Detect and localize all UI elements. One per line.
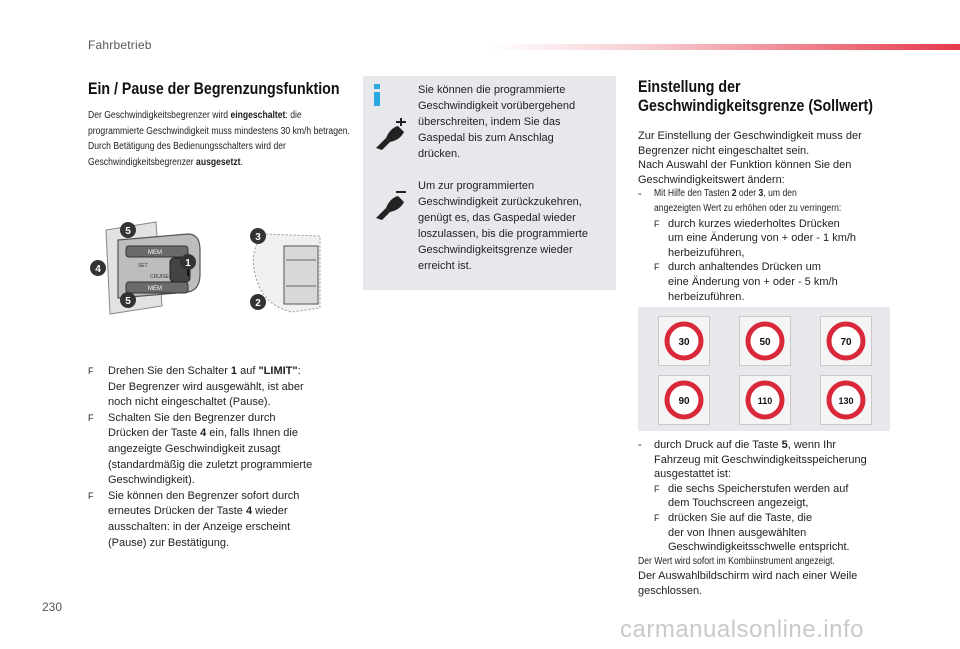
text-line: um eine Änderung von + oder - 1 km/h bbox=[668, 232, 857, 245]
intro-text: Durch Betätigung des Bedienungsschalters wird der bbox=[88, 141, 286, 152]
speed-sign-tile bbox=[658, 375, 710, 425]
info-icon bbox=[371, 84, 383, 106]
text-run: Mit Hilfe den Tasten bbox=[654, 188, 732, 200]
text-run: , um den bbox=[763, 188, 797, 200]
intro-paragraph bbox=[88, 108, 363, 170]
instruction-text: (standardmäßig die zuletzt programmierte bbox=[108, 458, 313, 471]
bullet-mark: F bbox=[654, 483, 660, 494]
instruction-item bbox=[88, 489, 348, 551]
instruction-text: Der Begrenzer wird ausgewählt, ist aber bbox=[108, 380, 304, 393]
instruction-text: Sie können den Begrenzer sofort durch bbox=[108, 489, 300, 502]
instruction-text: : bbox=[297, 365, 301, 377]
bullet-mark: F bbox=[88, 366, 94, 376]
text-line: herbeizuführen, bbox=[668, 246, 745, 259]
speed-limit-sign-icon bbox=[659, 376, 709, 424]
instruction-bold: 4 bbox=[245, 505, 253, 518]
bullet-mark: F bbox=[88, 490, 94, 501]
instruction-text: Drehen Sie den Schalter bbox=[108, 365, 231, 377]
instruction-text: Drücken der Taste bbox=[108, 427, 201, 440]
info-line: Sie können die programmierte bbox=[418, 84, 566, 96]
intro-bold-eingeschaltet: eingeschaltet bbox=[230, 110, 286, 121]
speed-sign-tile bbox=[820, 316, 872, 366]
text-line bbox=[654, 187, 866, 202]
callout-1 bbox=[180, 254, 196, 270]
paddle-panel bbox=[284, 246, 318, 304]
info-line: Geschwindigkeit zurückzukehren, bbox=[418, 196, 582, 208]
instruction-text: (Pause) zur Bestätigung. bbox=[108, 536, 230, 549]
dash-mark: - bbox=[638, 188, 642, 201]
text-line: der von Ihnen ausgewählten bbox=[668, 526, 807, 539]
text-line: Geschwindigkeitsschwelle entspricht. bbox=[668, 541, 850, 554]
callout-3 bbox=[250, 228, 266, 244]
text-line: Nach Auswahl der Funktion können Sie den bbox=[638, 159, 852, 172]
section-header: Fahrbetrieb bbox=[88, 38, 152, 52]
stalk-diagram bbox=[88, 220, 348, 320]
info-line: loszulassen, bis die programmierte bbox=[418, 228, 588, 240]
text-line bbox=[654, 438, 900, 453]
instruction-item bbox=[88, 364, 348, 411]
sub-item-short-press bbox=[654, 217, 900, 261]
section-title-setting bbox=[638, 78, 873, 116]
text-line: geschlossen. bbox=[638, 584, 703, 597]
instruction-text: wieder bbox=[252, 505, 288, 518]
foot-pedal-press-icon bbox=[372, 118, 408, 154]
speed-sign-tile bbox=[739, 375, 791, 425]
instruction-text: erneutes Drücken der Taste bbox=[108, 505, 246, 518]
speed-sign-tile bbox=[820, 375, 872, 425]
header-accent-bar bbox=[490, 44, 960, 50]
text-bold: 5 bbox=[781, 439, 788, 451]
text-line: angezeigten Wert zu erhöhen oder zu verringern: bbox=[654, 202, 842, 214]
instruction-text: Geschwindigkeit). bbox=[108, 474, 195, 487]
section-title-on-pause: Ein / Pause der Begrenzungsfunktion bbox=[88, 80, 340, 98]
info-line: Geschwindigkeit vorübergehend bbox=[418, 100, 576, 112]
cruise-stalk-illustration bbox=[88, 220, 348, 320]
dash-item-memory-button bbox=[638, 438, 900, 555]
text-bold: 2 bbox=[731, 188, 737, 200]
info-line: Geschwindigkeitsgrenze wieder bbox=[418, 244, 573, 256]
speed-value: 90 bbox=[678, 396, 690, 407]
setting-instructions bbox=[638, 129, 900, 304]
text-line: Der Wert wird sofort im Kombiinstrument angezeigt. bbox=[638, 555, 835, 567]
speed-value: 110 bbox=[757, 396, 773, 406]
callout-label: 5 bbox=[125, 226, 131, 237]
info-line: erreicht ist. bbox=[418, 260, 472, 272]
text-line: Der Auswahlbildschirm wird nach einer Weile bbox=[638, 570, 858, 583]
text-line: herbeizuführen. bbox=[668, 290, 745, 303]
instruction-text: ein, falls Ihnen die bbox=[206, 427, 298, 440]
stalk-label-mem-bottom: MEM bbox=[148, 286, 162, 292]
text-run: oder bbox=[736, 188, 759, 200]
intro-text: . bbox=[240, 156, 243, 168]
bullet-mark: F bbox=[88, 412, 94, 423]
watermark: carmanualsonline.info bbox=[620, 616, 864, 643]
speed-memory-signs bbox=[638, 307, 890, 431]
page-number: 230 bbox=[42, 600, 63, 614]
callout-5-bottom bbox=[120, 292, 136, 308]
intro-bold-ausgesetzt: ausgesetzt bbox=[196, 156, 241, 168]
text-line: durch kurzes wiederholtes Drücken bbox=[668, 217, 840, 230]
text-line: durch anhaltendes Drücken um bbox=[668, 261, 821, 274]
speed-limit-sign-icon bbox=[821, 317, 871, 365]
info-paragraph-exceed bbox=[418, 82, 608, 162]
speed-value: 50 bbox=[759, 337, 771, 348]
callout-label: 1 bbox=[185, 258, 191, 269]
speed-value: 130 bbox=[838, 396, 854, 406]
instruction-bold: 1 bbox=[230, 365, 238, 377]
speed-limit-sign-icon bbox=[659, 317, 709, 365]
dash-mark: - bbox=[638, 439, 642, 451]
callout-2 bbox=[250, 294, 266, 310]
sub-item-touchscreen bbox=[654, 482, 900, 511]
text-line: Zur Einstellung der Geschwindigkeit muss der bbox=[638, 130, 862, 142]
bullet-mark: F bbox=[654, 262, 660, 273]
info-line: Gaspedal bis zum Anschlag bbox=[418, 132, 554, 144]
intro-text: Der Geschwindigkeitsbegrenzer wird bbox=[88, 110, 231, 121]
memory-instructions bbox=[638, 438, 900, 599]
intro-text: Geschwindigkeitsbegrenzer bbox=[88, 156, 197, 168]
info-line: überschreiten, indem Sie das bbox=[418, 116, 561, 128]
text-bold: 3 bbox=[758, 188, 764, 200]
speed-value: 70 bbox=[840, 337, 852, 348]
text-run: durch Druck auf die Taste bbox=[654, 439, 782, 451]
dash-item-buttons bbox=[638, 187, 900, 304]
callout-label: 4 bbox=[95, 264, 101, 275]
callout-label: 3 bbox=[255, 232, 261, 243]
title-line: Einstellung der bbox=[638, 78, 741, 96]
info-paragraph-return bbox=[418, 178, 608, 274]
sub-item-select-threshold bbox=[654, 511, 900, 555]
speed-limit-sign-icon bbox=[740, 317, 790, 365]
sub-item-long-press bbox=[654, 260, 900, 304]
text-line: ausgestattet ist: bbox=[654, 468, 732, 481]
text-line: Begrenzer nicht eingeschaltet sein. bbox=[638, 144, 810, 157]
foot-pedal-release-icon bbox=[372, 188, 408, 224]
instruction-text: Schalten Sie den Begrenzer durch bbox=[108, 411, 276, 424]
stalk-label-cruise: CRUISE bbox=[150, 274, 169, 280]
text-line: dem Touchscreen angezeigt, bbox=[668, 497, 809, 510]
intro-text: : die bbox=[285, 110, 302, 121]
stalk-label-set: SET bbox=[138, 263, 148, 269]
title-line: Geschwindigkeitsgrenze (Sollwert) bbox=[638, 96, 873, 115]
info-line: Um zur programmierten bbox=[418, 180, 535, 192]
instruction-text: angezeigte Geschwindigkeit zusagt bbox=[108, 442, 281, 455]
speed-value: 30 bbox=[678, 337, 690, 348]
stalk-label-mem-top: MEM bbox=[148, 250, 162, 256]
text-line: drücken Sie auf die Taste, die bbox=[668, 511, 813, 524]
bullet-mark: F bbox=[654, 512, 660, 523]
speed-sign-tile bbox=[739, 316, 791, 366]
speed-limit-sign-icon bbox=[740, 376, 790, 424]
on-pause-instructions bbox=[88, 364, 348, 551]
instruction-bold: "LIMIT" bbox=[258, 365, 298, 377]
instruction-text: auf bbox=[237, 365, 259, 377]
text-line: Geschwindigkeitswert ändern: bbox=[638, 173, 785, 186]
callout-label: 2 bbox=[255, 298, 261, 309]
info-line: genügt es, das Gaspedal wieder bbox=[418, 212, 576, 224]
text-run: , wenn Ihr bbox=[787, 439, 837, 451]
text-line: Fahrzeug mit Geschwindigkeitsspeicherung bbox=[654, 453, 867, 466]
instruction-text: ausschalten: in der Anzeige erscheint bbox=[108, 520, 291, 533]
callout-label: 5 bbox=[125, 296, 131, 307]
speed-limit-sign-icon bbox=[821, 376, 871, 424]
info-line: drücken. bbox=[418, 148, 461, 160]
instruction-item bbox=[88, 411, 348, 489]
text-line: eine Änderung von + oder - 5 km/h bbox=[668, 275, 838, 288]
instruction-bold: 4 bbox=[200, 427, 207, 440]
text-line: die sechs Speicherstufen werden auf bbox=[668, 482, 849, 495]
intro-text: programmierte Geschwindigkeit muss mindestens 30 km/h betragen. bbox=[88, 125, 350, 137]
bullet-mark: F bbox=[654, 218, 660, 229]
callout-4 bbox=[90, 260, 106, 276]
callout-5-top bbox=[120, 222, 136, 238]
instruction-text: noch nicht eingeschaltet (Pause). bbox=[108, 396, 271, 409]
speed-sign-tile bbox=[658, 316, 710, 366]
